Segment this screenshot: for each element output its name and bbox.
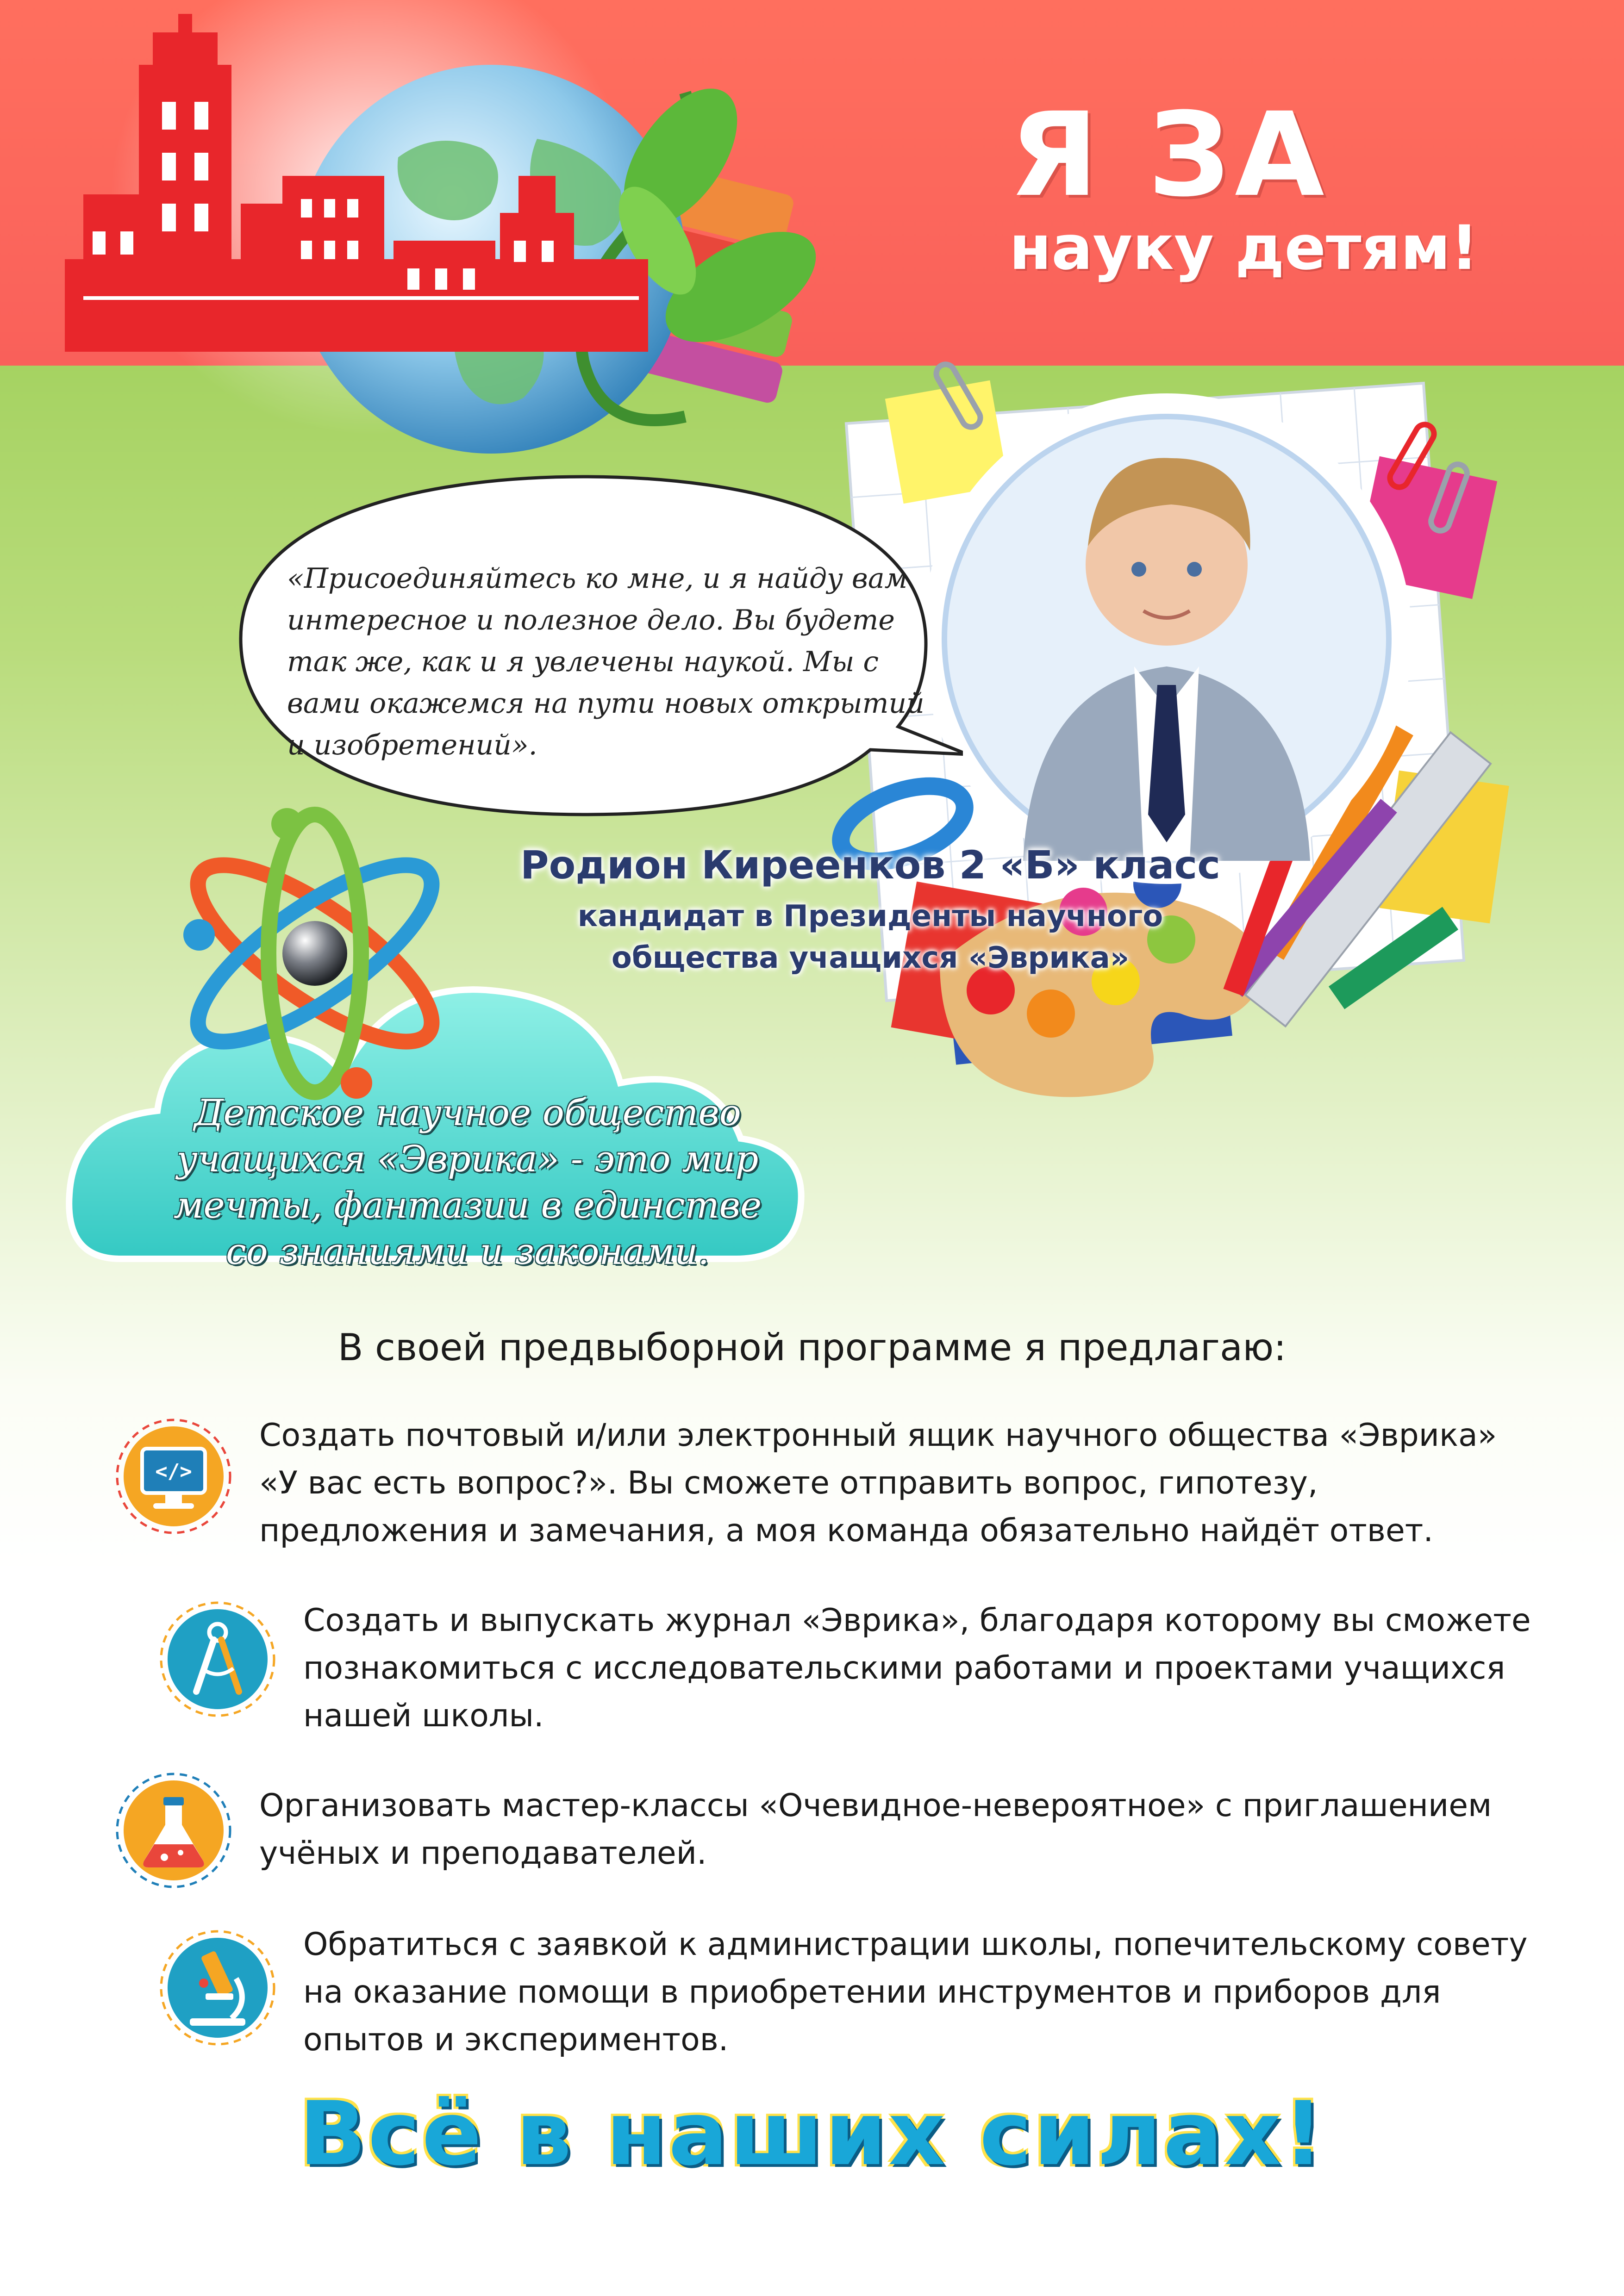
monitor-code-icon [113,1416,234,1537]
cloud-statement: Детское научное общество учащихся «Эврика» - это мир мечты, фантазии в единстве со знаниями и законами. [173,1092,762,1273]
candidate-role-line1: кандидат в Президенты научного [577,899,1163,933]
microscope-icon [157,1928,278,2048]
candidate-role-line2: общества учащихся «Эврика» [611,941,1130,975]
program-heading: В своей предвыборной программе я предлагаю: [337,1326,1287,1369]
program-item-4: Обратиться с заявкой к администрации школы, попечительскому совету на оказание помощи в приобретении инструментов и приборов для опытов и экспериментов. [303,1926,1528,2058]
program-item-1: Создать почтовый и/или электронный ящик научного общества «Эврика» «У вас есть вопрос?». Вы сможете отправить вопрос, гипотезу, предложения и замечания, а моя команда обязательно найдёт ответ. [259,1417,1497,1549]
svg-text:</>: </> [155,1460,192,1483]
poster-title: Я ЗА [1009,87,1329,222]
city-globe-illustration [0,0,833,463]
slogan: Всё в наших силах! [299,2083,1325,2185]
program-item-2: Создать и выпускать журнал «Эврика», благодаря которому вы сможете познакомиться с исследовательскими работами и проектами учащихся нашей школы. [303,1602,1531,1734]
program-item-3: Организовать мастер-классы «Очевидное-невероятное» с приглашением учёных и преподавателей. [259,1787,1492,1872]
flask-icon [113,1770,234,1891]
compass-icon [157,1599,278,1719]
candidate-name: Родион Киреенков 2 «Б» класс [520,842,1220,888]
poster-subtitle: науку детям! [1009,212,1479,284]
candidate-quote: «Присоединяйтесь ко мне, и я найду вам интересное и полезное дело. Вы будете так же, как и я увлечены наукой. Мы с вами окажемся на пути новых открытий и изобретений». [287,562,924,761]
